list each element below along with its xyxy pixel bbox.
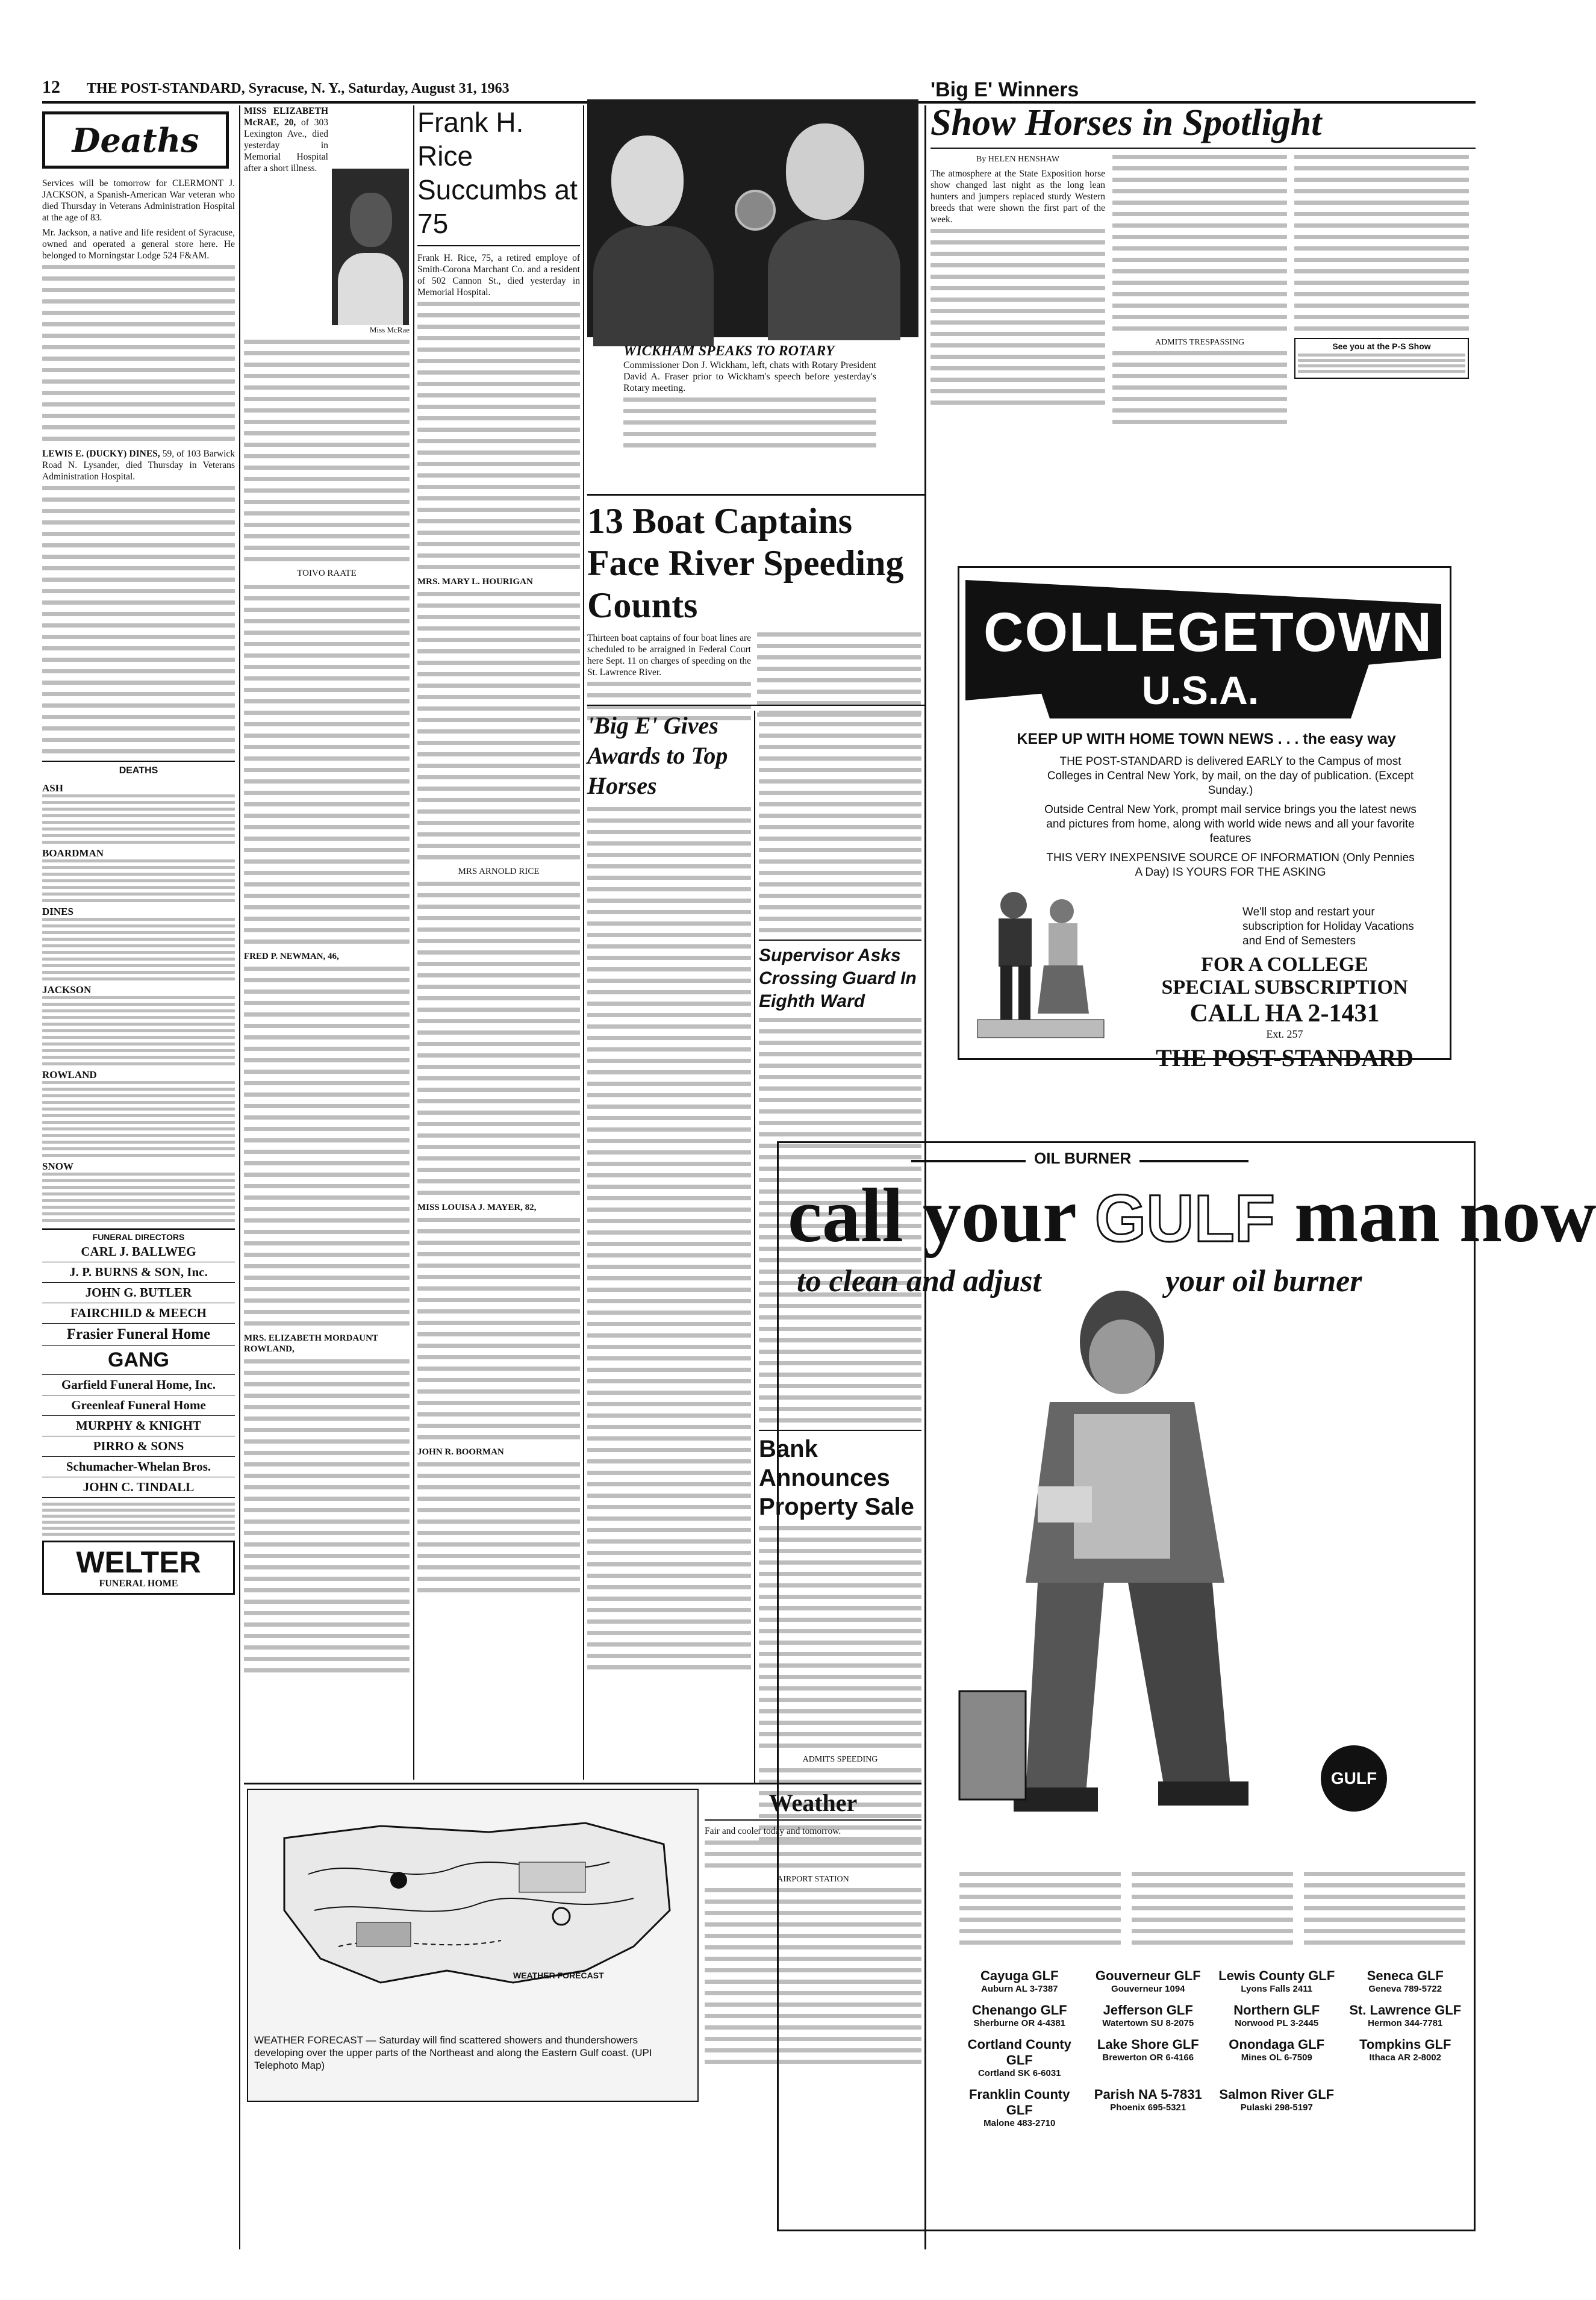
death-notice: DINES: [42, 906, 235, 980]
collegetown-tagline: KEEP UP WITH HOME TOWN NEWS . . . the easy way: [1017, 731, 1396, 747]
page-number: 12: [42, 77, 60, 97]
dines-head: LEWIS E. (DUCKY) DINES,: [42, 449, 160, 459]
deaths-column: [42, 105, 235, 2249]
directory-entry: JOHN C. TINDALL: [42, 1477, 235, 1498]
deaths-title-box: [42, 111, 229, 169]
mcrae-head: MISS ELIZABETH McRAE, 20,: [244, 106, 328, 128]
directory-entry: Schumacher-Whelan Bros.: [42, 1457, 235, 1477]
hourigan-head: MRS. MARY L. HOURIGAN: [417, 577, 533, 587]
dines-text: 59, of 103 Barwick Road N. Lysander, died Thursday in Veterans Administration Hospital.: [42, 449, 235, 482]
bank-headline: Bank Announces Property Sale: [759, 1430, 921, 1521]
dealer-item: Onondaga GLF Mines OL 6-7509: [1229, 2037, 1325, 2063]
gulf-ad: [777, 1141, 1596, 2231]
dealer-item: Seneca GLF Geneva 789-5722: [1367, 1968, 1444, 1994]
collegetown-body3: THIS VERY INEXPENSIVE SOURCE OF INFORMATION (Only Pennies A Day) IS YOURS FOR THE ASKING: [1046, 852, 1415, 879]
collegetown-body2: Outside Central New York, prompt mail service brings you the latest news and pictures from home, along with world wide news and all your favorite features: [1044, 803, 1417, 845]
gulf-brand-outline: GULF: [1094, 1182, 1276, 1256]
collegetown-ad: [958, 566, 1451, 1071]
boorman-head: JOHN R. BOORMAN: [417, 1447, 504, 1457]
show-horses-text: The atmosphere at the State Exposition horse show changed last night as the long lean hunters and jumpers replaced sturdy Western breeds that were shown the first part of the week.: [930, 169, 1105, 225]
oil-burner-tag: OIL BURNER: [911, 1149, 1248, 1173]
dealer-item: Cayuga GLF Auburn AL 3-7387: [980, 1968, 1059, 1994]
weather-title: Weather: [705, 1789, 921, 1821]
wickham-text: Commissioner Don J. Wickham, left, chats with Rotary President David A. Fraser prior to Wickham's speech before yesterday's Rotary meeting.: [623, 360, 876, 393]
funeral-directory: [42, 1242, 235, 1595]
directory-entry: Greenleaf Funeral Home: [42, 1395, 235, 1416]
see-you-box: See you at the P-S Show: [1294, 338, 1469, 379]
collegetown-body1: THE POST-STANDARD is delivered EARLY to the Campus of most Colleges in Central New York, by mail, on the day of publication. (Except Sunday.): [1047, 755, 1414, 797]
collegetown-body4: We'll stop and restart your subscription for Holiday Vacations and End of Semesters: [1242, 906, 1414, 947]
arnold-rice-head: MRS ARNOLD RICE: [458, 867, 540, 876]
admits-speeding-head: ADMITS SPEEDING: [802, 1755, 878, 1764]
directory-entry: Garfield Funeral Home, Inc.: [42, 1375, 235, 1395]
rice-headline: Frank H. Rice Succumbs at 75: [417, 105, 580, 246]
admits-trespassing-head: ADMITS TRESPASSING: [1155, 338, 1245, 347]
collegetown-banner: COLLEGETOWN: [983, 602, 1433, 663]
mayer-head: MISS LOUISA J. MAYER, 82,: [417, 1203, 537, 1212]
dealer-item: Salmon River GLF Pulaski 298-5197: [1219, 2087, 1335, 2113]
offer-ext: Ext. 257: [1266, 1028, 1303, 1040]
deaths-lead: Services will be tomorrow for CLERMONT J. JACKSON, a Spanish-American War veteran who died Thursday in Veterans Administration Hospital at the age of 83.: [42, 178, 235, 223]
gulf-headline: call your GULF man now: [788, 1173, 1596, 1258]
weather-caption: WEATHER FORECAST — Saturday will find scattered showers and thundershowers developing over the upper parts of the Northeast and along the Eastern Gulf coast. (UPI Telephoto Map): [254, 2034, 652, 2071]
gulf-body-columns: [959, 1872, 1465, 1952]
offer-paper: THE POST-STANDARD: [1156, 1044, 1414, 1071]
gulf-dealers: [959, 1968, 1465, 2128]
death-notice: SNOW: [42, 1161, 235, 1222]
dealer-item: Northern GLF Norwood PL 3-2445: [1233, 2002, 1320, 2028]
show-horses-story: [930, 78, 1476, 431]
boats-headline: 13 Boat Captains Face River Speeding Counts: [587, 501, 904, 625]
obits-column-2: MISS ELIZABETH McRAE, 20, of 303 Lexington Ave., died yesterday in Memorial Hospital after a short illness. Miss McRae TOIVO RAATE FRED P. NEWMAN, 46, MRS. ELIZABETH MORDAUNT ROWLAND,: [244, 105, 410, 2249]
collegetown-subbanner: U.S.A.: [1141, 668, 1259, 712]
masthead: [42, 77, 753, 99]
directory-entry: PIRRO & SONS: [42, 1436, 235, 1457]
death-notice: ROWLAND: [42, 1069, 235, 1157]
welter-ad: WELTER FUNERAL HOME: [42, 1541, 235, 1595]
offer-line-1: FOR A COLLEGE: [1201, 953, 1368, 976]
supervisor-headline: Supervisor Asks Crossing Guard In Eighth Ward: [759, 940, 921, 1013]
boats-text: Thirteen boat captains of four boat lines are scheduled to be arraigned in Federal Court here Sept. 11 on charges of speeding on the St. Lawrence River.: [587, 633, 751, 678]
dealer-item: Tompkins GLF Ithaca AR 2-8002: [1359, 2037, 1451, 2063]
dealer-item: Lake Shore GLF Brewerton OR 6-4166: [1097, 2037, 1199, 2063]
directory-entry: Frasier Funeral Home: [42, 1324, 235, 1346]
death-notice: BOARDMAN: [42, 847, 235, 902]
directory-entry: CARL J. BALLWEG: [42, 1242, 235, 1262]
dealer-item: Gouverneur GLF Gouverneur 1094: [1095, 1968, 1201, 1994]
directory-entry: MURPHY & KNIGHT: [42, 1416, 235, 1436]
deaths-para2: Mr. Jackson, a native and life resident of Syracuse, owned and operated a general store here. He belonged to Morningstar Lodge 524 F&AM.: [42, 228, 235, 261]
funeral-directors-title: FUNERAL DIRECTORS: [42, 1228, 235, 1242]
gulf-logo: GULF: [1321, 1745, 1387, 1812]
gulf-subhead: to clean and adjust your oil burner: [797, 1264, 1362, 1298]
weather-map-graphic: [248, 1790, 697, 2031]
dealer-item: St. Lawrence GLF Hermon 344-7781: [1349, 2002, 1462, 2028]
show-horses-kicker: 'Big E' Winners: [930, 78, 1079, 101]
toivo-head: TOIVO RAATE: [297, 569, 357, 578]
show-horses-headline: Show Horses in Spotlight: [930, 102, 1476, 149]
weather-map: [247, 1789, 699, 2102]
dealer-item: Chenango GLF Sherburne OR 4-4381: [971, 2002, 1067, 2028]
death-notice: JACKSON: [42, 984, 235, 1065]
airport-station-head: AIRPORT STATION: [777, 1875, 849, 1884]
dealer-item: Franklin County GLF Malone 483-2710: [969, 2087, 1070, 2128]
students-illustration: [971, 881, 1110, 1050]
death-notice: ASH: [42, 782, 235, 844]
mcrae-caption: Miss McRae: [369, 325, 410, 334]
rice-column: [417, 105, 580, 1780]
dealer-item: Parish NA 5-7831 Phoenix 695-5321: [1094, 2087, 1202, 2113]
directory-entry: JOHN G. BUTLER: [42, 1283, 235, 1303]
directory-entry: FAIRCHILD & MEECH: [42, 1303, 235, 1324]
mcrae-photo: [332, 169, 409, 325]
death-notices-title: DEATHS: [42, 761, 235, 776]
weather-forecast: Fair and cooler today and tomorrow.: [705, 1826, 841, 1836]
wickham-headline: WICKHAM SPEAKS TO ROTARY: [623, 343, 835, 359]
wickham-caption-block: [623, 343, 876, 455]
dealer-item: Jefferson GLF Watertown SU 8-2075: [1102, 2002, 1194, 2028]
paper-line: THE POST-STANDARD, Syracuse, N. Y., Saturday, August 31, 1963: [87, 81, 510, 96]
directory-entry: J. P. BURNS & SON, Inc.: [42, 1262, 235, 1283]
directory-entry: GANG: [42, 1346, 235, 1375]
rowland-head: MRS. ELIZABETH MORDAUNT ROWLAND,: [244, 1333, 378, 1354]
bige-awards-story: [587, 711, 751, 1677]
weather-map-label: WEATHER FORECAST: [513, 1971, 604, 1980]
wickham-photo: [587, 99, 918, 337]
offer-phone: CALL HA 2-1431: [1189, 1000, 1380, 1027]
dealer-item: Lewis County GLF Lyons Falls 2411: [1218, 1968, 1335, 1994]
offer-line-2: SPECIAL SUBSCRIPTION: [1161, 976, 1408, 999]
gulf-man-illustration: [947, 1270, 1261, 1860]
boats-story: [587, 500, 921, 728]
deaths-title: Deaths: [72, 120, 199, 160]
rice-text: Frank H. Rice, 75, a retired employe of Smith-Corona Marchant Co. and a resident of 502 Cannon St., died yesterday in Memorial Hospital.: [417, 253, 580, 298]
bige-awards-headline: 'Big E' Gives Awards to Top Horses: [587, 712, 728, 799]
byline: By HELEN HENSHAW: [976, 155, 1060, 164]
dealer-item: Cortland County GLF Cortland SK 6-6031: [967, 2037, 1071, 2078]
newman-head: FRED P. NEWMAN, 46,: [244, 952, 339, 961]
